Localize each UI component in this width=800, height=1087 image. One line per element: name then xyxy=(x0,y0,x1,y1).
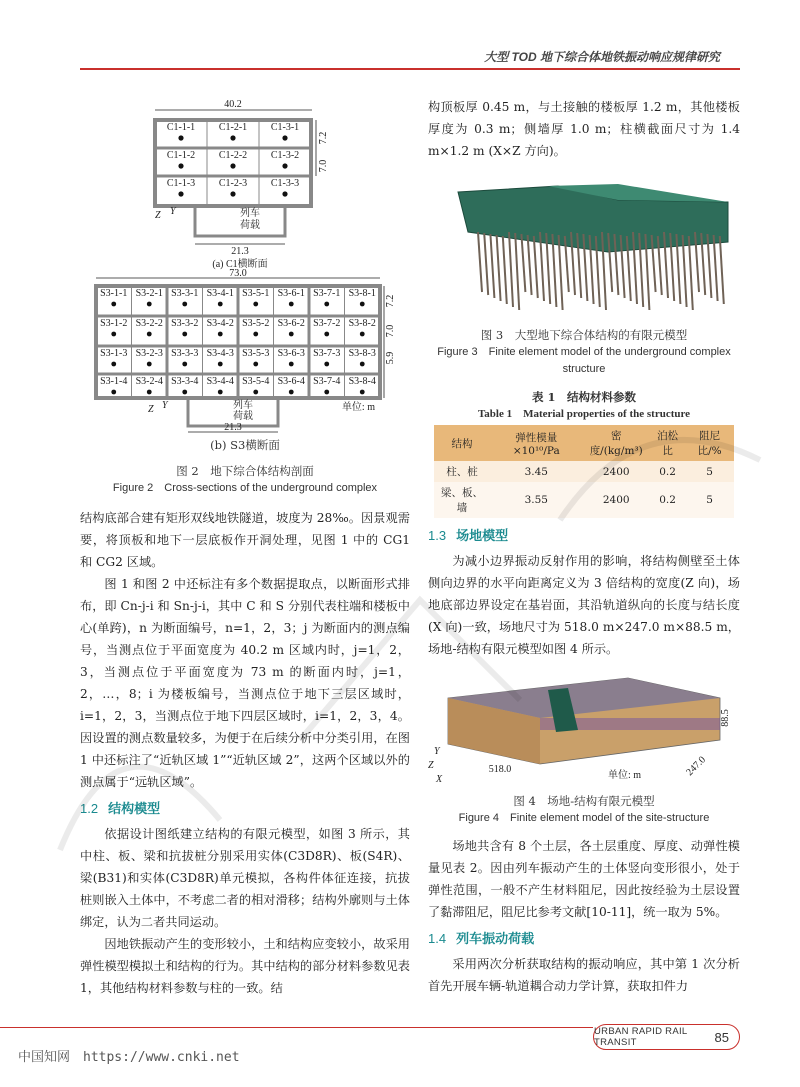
s3-axis-z: Z xyxy=(148,404,154,415)
s3-point-label: S3-5-1 xyxy=(242,288,270,299)
right-paragraph-2: 为减小边界振动反射作用的影响，将结构侧壁至土体侧向边界的水平向距离定义为 3 倍结构的宽度(Z 向)，场地底部边界设定在基岩面，其沿轨道纵向的长度与结长度(X 向)一致，场地尺寸为 518.0 m×247.0 m×88.5 m，场地-结构有限元模型如图 4 所示。 xyxy=(428,554,740,656)
c1-bottom-width: 21.3 xyxy=(231,246,249,257)
s3-width-label: 73.0 xyxy=(229,268,247,279)
left-paragraph-3: 依据设计图纸建立结构的有限元模型，如图 3 所示，其中柱、板、梁和抗拔桩分别采用实体(C3D8R)、板(S4R)、梁(B31)和实体(C3D8R)单元模拟，各构件体征连接，抗拔桩则嵌入土体中，不考虑二者的相对滑移；结构外廓则与土体绑定，认为二者共同运动。 xyxy=(80,827,410,929)
s3-dim-1: 7.2 xyxy=(385,294,396,308)
fig3-caption-cn: 图 3 大型地下综合体结构的有限元模型 xyxy=(480,328,688,342)
s3-point-marker xyxy=(289,390,294,395)
s3-point-label: S3-2-2 xyxy=(135,318,163,329)
left-paragraph-1: 结构底部合建有矩形双线地铁隧道，坡度为 28‰。因景观需要，将顶板和地下一层底板作开洞处理，见图 1 中的 CG1 和 CG2 区域。 xyxy=(80,511,410,569)
s3-point-label: S3-8-2 xyxy=(348,318,376,329)
section-1-2-number: 1.2 xyxy=(80,801,99,816)
s3-point-marker xyxy=(182,302,187,307)
c1-train-label-2: 荷载 xyxy=(240,220,260,231)
section-1-3-heading xyxy=(428,526,740,546)
right-paragraph-1: 构顶板厚 0.45 m，与土接触的楼板厚 1.2 m，其他楼板厚度为 0.3 m；侧墙厚 1.0 m；柱横截面尺寸为 1.4 m×1.2 m (X×Z 方向)。 xyxy=(428,100,740,158)
fig4-caption-cn: 图 4 场地-结构有限元模型 xyxy=(513,794,655,808)
s3-point-marker xyxy=(182,332,187,337)
header-rule xyxy=(80,68,740,70)
s3-point-label: S3-6-1 xyxy=(277,288,305,299)
s3-point-label: S3-7-2 xyxy=(313,318,341,329)
c1-point-marker xyxy=(282,163,287,168)
s3-point-marker xyxy=(360,302,365,307)
table-cell: 5 xyxy=(685,461,734,482)
table1-title-cn: 表 1 结构材料参数 xyxy=(531,390,636,404)
s3-point-marker xyxy=(182,390,187,395)
s3-subcaption: (b) S3横断面 xyxy=(210,438,280,452)
left-paragraph-2: 图 1 和图 2 中还标注有多个数据提取点，以断面形式排布，即 Cn-j-i 和 Sn-j-i，其中 C 和 S 分别代表柱端和楼板中心(单跨)，n 为断面编号，n=1，2，3；j 为断面内的测点编号，当测点位于平面宽度为 40.2 m 区域内时，j=1，2，3，当测点位于平面宽度为 73 m 的断面内时，j=1，2，…，8；i 为楼板编号，当测点位于地下三层区域时，i=1，2，3，当测点位于地下四层区域时，i=1，2，3，4。因设置的测点数量较多，为便于在后续分析中分类引用，在图 1 中还标注了“近轨区域 1”“近轨区域 2”，这两个区域以外的测点属于“远轨区域”。 xyxy=(80,577,410,789)
s3-point-marker xyxy=(289,332,294,337)
c1-caption: (a) C1横断面 xyxy=(212,259,268,270)
table-header-cell: 结构 xyxy=(434,425,490,461)
s3-point-label: S3-6-3 xyxy=(277,348,305,359)
s3-bottom-width: 21.3 xyxy=(224,422,242,433)
page-number: 85 xyxy=(714,1029,729,1045)
s3-point-label: S3-7-1 xyxy=(313,288,341,299)
s3-point-marker xyxy=(324,332,329,337)
material-table xyxy=(434,425,734,518)
s3-point-label: S3-2-4 xyxy=(135,376,163,387)
s3-point-label: S3-3-2 xyxy=(171,318,199,329)
s3-point-label: S3-3-4 xyxy=(171,376,199,387)
fig2-caption-cn: 图 2 地下综合体结构剖面 xyxy=(176,464,314,478)
s3-section xyxy=(96,268,396,433)
right-column xyxy=(428,96,740,997)
s3-point-label: S3-4-1 xyxy=(206,288,234,299)
table-cell: 2400 xyxy=(583,461,650,482)
running-title: 大型 TOD 地下综合体地铁振动响应规律研究 xyxy=(484,50,720,64)
s3-point-label: S3-5-2 xyxy=(242,318,270,329)
s3-point-marker xyxy=(182,362,187,367)
footer-rule xyxy=(0,1027,593,1028)
fig4-unit: 单位: m xyxy=(608,770,642,781)
s3-point-marker xyxy=(147,302,152,307)
s3-point-marker xyxy=(218,362,223,367)
section-1-2-heading xyxy=(80,799,410,819)
c1-section xyxy=(155,99,329,270)
s3-point-label: S3-2-3 xyxy=(135,348,163,359)
c1-point-marker xyxy=(282,135,287,140)
journal-name: URBAN RAPID RAIL TRANSIT xyxy=(594,1026,688,1048)
table-header-cell: 弹性模量×10¹⁰/Pa xyxy=(490,425,582,461)
s3-point-marker xyxy=(111,332,116,337)
s3-point-marker xyxy=(324,362,329,367)
s3-point-label: S3-4-3 xyxy=(206,348,234,359)
s3-point-marker xyxy=(218,390,223,395)
s3-axis-y: Y xyxy=(162,400,168,411)
table-cell: 2400 xyxy=(583,482,650,518)
table-header-cell: 密度/(kg/m³) xyxy=(583,425,650,461)
s3-point-label: S3-6-2 xyxy=(277,318,305,329)
footer-badge xyxy=(593,1024,740,1050)
table-header-cell: 阻尼比/% xyxy=(685,425,734,461)
s3-train-label-2: 荷载 xyxy=(233,411,253,422)
c1-point-label: C1-1-3 xyxy=(166,178,196,189)
s3-point-marker xyxy=(289,302,294,307)
c1-point-marker xyxy=(230,135,235,140)
s3-unit: 单位: m xyxy=(341,402,375,413)
s3-point-marker xyxy=(111,390,116,395)
s3-point-label: S3-6-4 xyxy=(277,376,305,387)
s3-point-label: S3-7-4 xyxy=(313,376,341,387)
s3-point-label: S3-4-2 xyxy=(206,318,234,329)
s3-point-label: S3-1-3 xyxy=(100,348,128,359)
c1-dim-1: 7.2 xyxy=(318,131,329,145)
c1-point-label: C1-2-2 xyxy=(218,150,248,161)
s3-point-label: S3-8-3 xyxy=(348,348,376,359)
s3-point-label: S3-8-4 xyxy=(348,376,376,387)
c1-point-marker xyxy=(178,135,183,140)
cnki-footer: 中国知网 https://www.cnki.net xyxy=(18,1050,240,1065)
s3-point-label: S3-1-1 xyxy=(100,288,128,299)
fig4-axis-x: X xyxy=(436,774,443,785)
c1-width-label: 40.2 xyxy=(224,99,242,110)
c1-dim-2: 7.0 xyxy=(318,159,329,173)
fig4-dim-x: 518.0 xyxy=(488,764,512,775)
section-1-4-title: 列车振动荷载 xyxy=(456,931,535,946)
s3-point-marker xyxy=(253,390,258,395)
table-cell: 梁、板、墙 xyxy=(434,482,490,518)
fig4-dim-y: 88.5 xyxy=(720,709,731,727)
table-cell: 3.45 xyxy=(490,461,582,482)
fig4-axis-y: Y xyxy=(434,746,440,757)
table-cell: 0.2 xyxy=(650,482,685,518)
c1-point-label: C1-1-2 xyxy=(166,150,196,161)
section-1-4-heading xyxy=(428,929,740,949)
table1-title-en: Table 1 Material properties of the structure xyxy=(477,408,691,420)
s3-point-marker xyxy=(147,362,152,367)
s3-dim-3: 5.9 xyxy=(385,351,396,365)
s3-point-label: S3-1-4 xyxy=(100,376,128,387)
table-cell: 柱、桩 xyxy=(434,461,490,482)
fig2-caption-en: Figure 2 Cross-sections of the underground complex xyxy=(112,482,378,494)
fig4-axis-z: Z xyxy=(428,760,434,771)
s3-point-label: S3-5-4 xyxy=(242,376,270,387)
table-header-cell: 泊松比 xyxy=(650,425,685,461)
s3-point-marker xyxy=(360,390,365,395)
s3-dim-2: 7.0 xyxy=(385,324,396,338)
s3-point-marker xyxy=(289,362,294,367)
s3-point-marker xyxy=(360,362,365,367)
s3-point-marker xyxy=(253,302,258,307)
s3-point-marker xyxy=(218,332,223,337)
table-row xyxy=(434,461,734,482)
figure-3-fe-model-image xyxy=(428,172,740,322)
section-1-3-number: 1.3 xyxy=(428,528,447,543)
s3-point-label: S3-2-1 xyxy=(135,288,163,299)
c1-point-label: C1-3-1 xyxy=(270,122,300,133)
s3-train-label-1: 列车 xyxy=(233,400,253,411)
c1-point-label: C1-2-3 xyxy=(218,178,248,189)
s3-point-marker xyxy=(218,302,223,307)
c1-point-marker xyxy=(178,163,183,168)
s3-point-marker xyxy=(253,332,258,337)
figure-2-diagram xyxy=(80,96,410,436)
section-1-3-title: 场地模型 xyxy=(456,528,509,543)
s3-point-marker xyxy=(253,362,258,367)
section-1-4-number: 1.4 xyxy=(428,931,447,946)
c1-point-label: C1-2-1 xyxy=(218,122,248,133)
s3-point-marker xyxy=(147,390,152,395)
c1-axis-z: Z xyxy=(155,210,161,221)
right-paragraph-4: 采用两次分析获取结构的振动响应，其中第 1 次分析首先开展车辆-轨道耦合动力学计算，获取扣件力 xyxy=(428,957,740,993)
s3-point-marker xyxy=(360,332,365,337)
c1-point-label: C1-3-2 xyxy=(270,150,300,161)
c1-train-label-1: 列车 xyxy=(240,208,260,219)
c1-point-marker xyxy=(178,191,183,196)
figure-4-site-model-image xyxy=(428,668,740,788)
c1-point-marker xyxy=(282,191,287,196)
table-cell: 3.55 xyxy=(490,482,582,518)
s3-point-label: S3-8-1 xyxy=(348,288,376,299)
s3-point-marker xyxy=(324,302,329,307)
s3-point-label: S3-3-1 xyxy=(171,288,199,299)
fig4-dim-z: 247.0 xyxy=(684,754,709,779)
s3-point-marker xyxy=(111,362,116,367)
right-paragraph-3: 场地共含有 8 个土层，各土层重度、厚度、动弹性模量见表 2。因由列车振动产生的土体竖向变形很小，处于弹性范围，一般不产生材料阻尼，因此按经验为土层设置了黏滞阻尼，阻尼比参考文献[10-11]，统一取为 5%。 xyxy=(428,839,740,919)
c1-point-marker xyxy=(230,163,235,168)
table-cell: 5 xyxy=(685,482,734,518)
c1-point-label: C1-3-3 xyxy=(270,178,300,189)
s3-point-label: S3-3-3 xyxy=(171,348,199,359)
section-1-2-title: 结构模型 xyxy=(108,801,161,816)
table-header-row xyxy=(434,425,734,461)
c1-point-label: C1-1-1 xyxy=(166,122,196,133)
s3-point-label: S3-5-3 xyxy=(242,348,270,359)
left-paragraph-4: 因地铁振动产生的变形较小，土和结构应变较小，故采用弹性模型模拟土和结构的行为。其中结构的部分材料参数见表 1，其他结构材料参数与柱的一致。结 xyxy=(80,937,410,995)
c1-axis-y: Y xyxy=(170,206,176,217)
table-row xyxy=(434,482,734,518)
s3-point-marker xyxy=(111,302,116,307)
s3-point-label: S3-1-2 xyxy=(100,318,128,329)
s3-point-label: S3-4-4 xyxy=(206,376,234,387)
c1-point-marker xyxy=(230,191,235,196)
left-column xyxy=(80,96,410,999)
s3-point-marker xyxy=(324,390,329,395)
fig3-caption-en: Figure 3 Finite element model of the underground complex structure xyxy=(437,346,731,375)
s3-point-label: S3-7-3 xyxy=(313,348,341,359)
fig4-caption-en: Figure 4 Finite element model of the site-structure xyxy=(458,812,710,824)
table-cell: 0.2 xyxy=(650,461,685,482)
s3-point-marker xyxy=(147,332,152,337)
